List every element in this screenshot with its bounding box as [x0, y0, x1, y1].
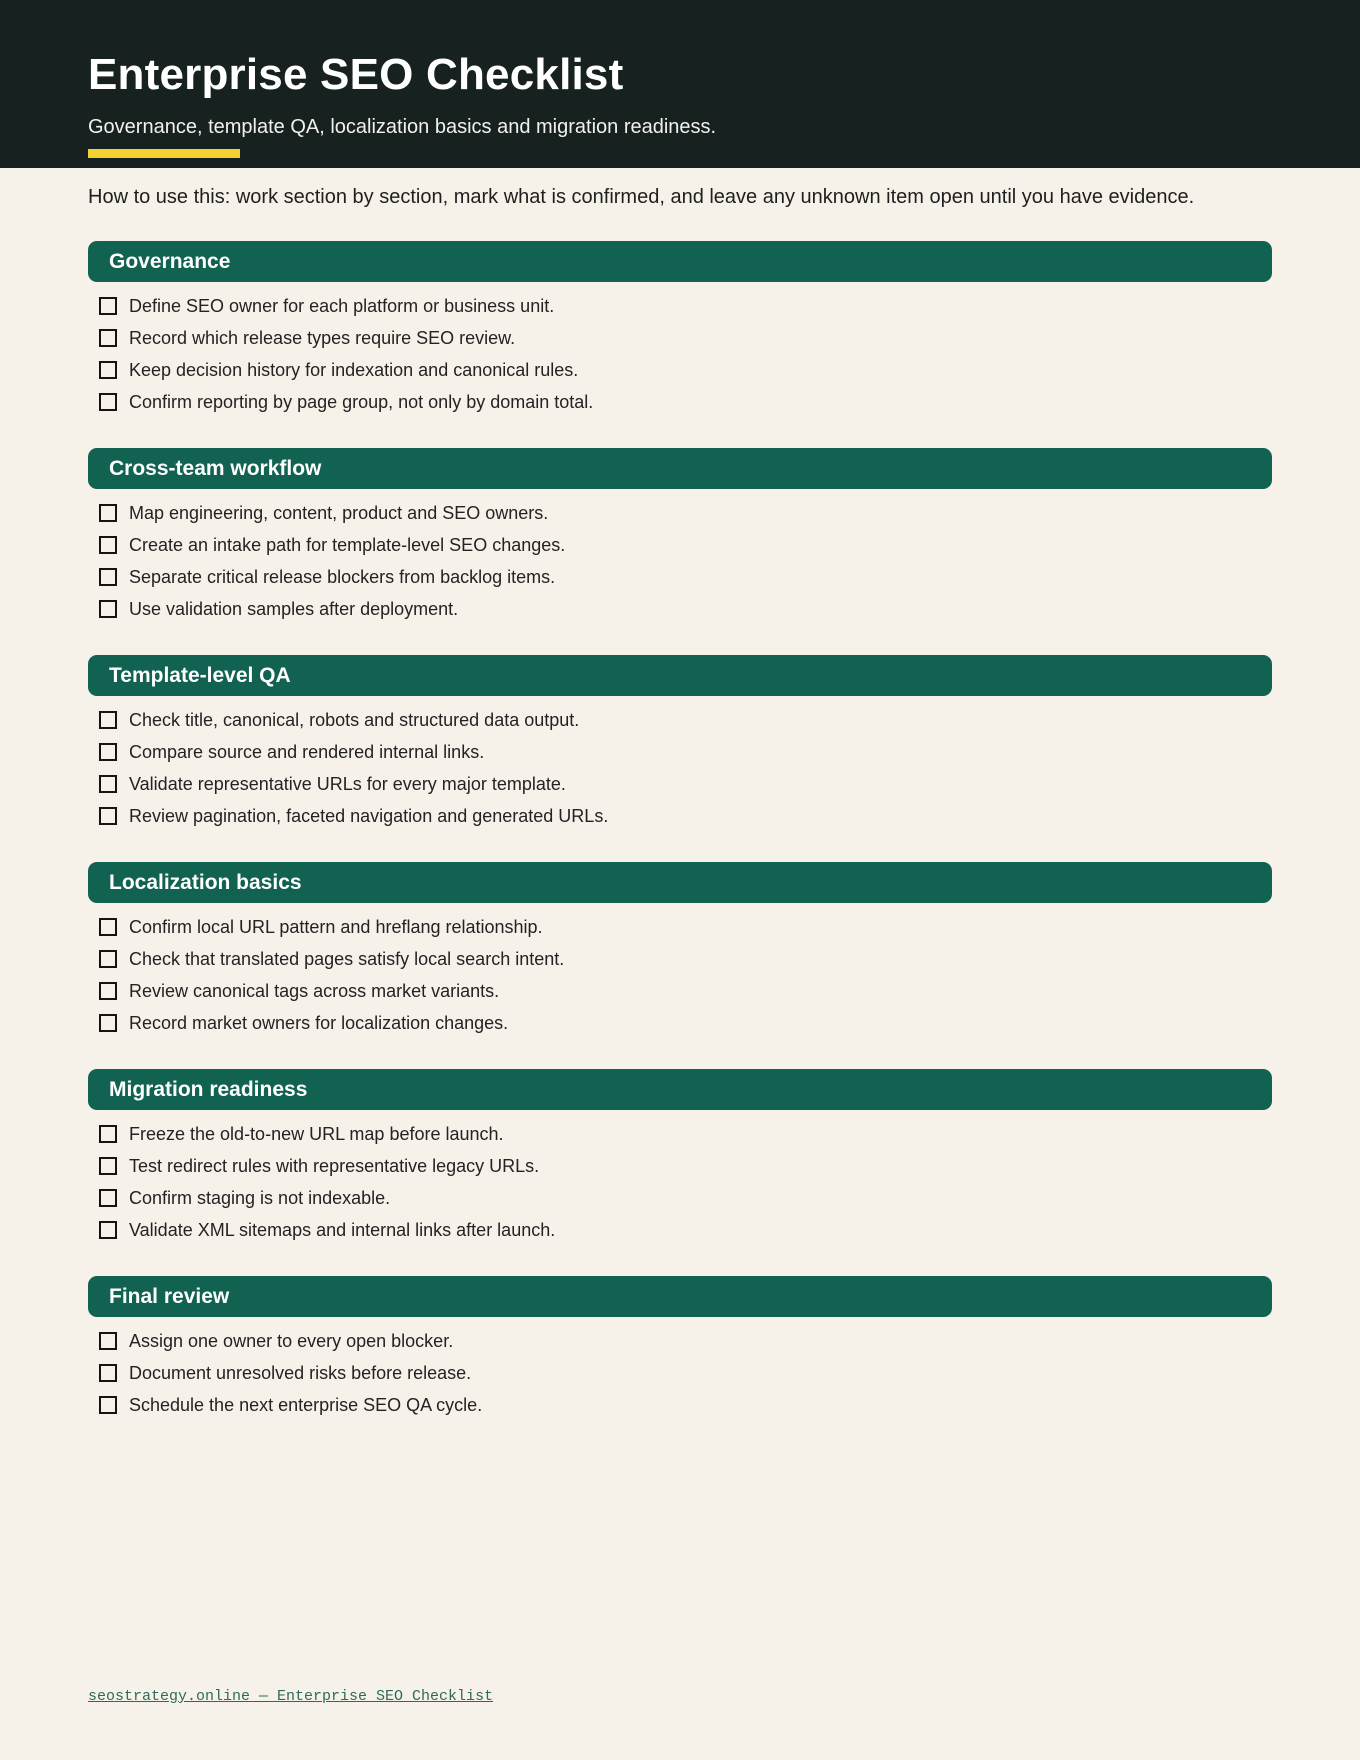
- checklist-item: [99, 290, 1272, 322]
- page-header: [0, 0, 1360, 168]
- checkbox-icon[interactable]: [99, 1396, 117, 1414]
- section-header: Localization basics: [88, 862, 1272, 903]
- checklist-item: [99, 736, 1272, 768]
- checklist-sections: [88, 241, 1272, 1451]
- accent-bar: [88, 149, 240, 158]
- checklist-item-label: Test redirect rules with representative legacy URLs.: [129, 1155, 540, 1176]
- checkbox-icon[interactable]: [99, 297, 117, 315]
- checklist-item-label: Confirm local URL pattern and hreflang relationship.: [129, 916, 543, 937]
- page-title: Enterprise SEO Checklist: [88, 50, 624, 99]
- checklist-item-label: Define SEO owner for each platform or business unit.: [129, 295, 555, 316]
- section-items: [88, 1118, 1272, 1246]
- section-header: Final review: [88, 1276, 1272, 1317]
- checklist-section-3: [88, 655, 1272, 832]
- checklist-item: [99, 1182, 1272, 1214]
- checkbox-icon[interactable]: [99, 1221, 117, 1239]
- checklist-item: [99, 1007, 1272, 1039]
- checklist-item-label: Compare source and rendered internal links.: [129, 741, 485, 762]
- checkbox-icon[interactable]: [99, 393, 117, 411]
- checkbox-icon[interactable]: [99, 918, 117, 936]
- checklist-item-label: Map engineering, content, product and SEO owners.: [129, 502, 549, 523]
- section-items: [88, 911, 1272, 1039]
- checklist-item: [99, 1214, 1272, 1246]
- checklist-item-label: Document unresolved risks before release.: [129, 1362, 472, 1383]
- checklist-item: [99, 911, 1272, 943]
- checklist-item: [99, 1357, 1272, 1389]
- checkbox-icon[interactable]: [99, 775, 117, 793]
- checklist-item: [99, 593, 1272, 625]
- checklist-item: [99, 497, 1272, 529]
- section-items: [88, 290, 1272, 418]
- checkbox-icon[interactable]: [99, 600, 117, 618]
- checkbox-icon[interactable]: [99, 1157, 117, 1175]
- checklist-item-label: Freeze the old-to-new URL map before launch.: [129, 1123, 504, 1144]
- checklist-item: [99, 322, 1272, 354]
- checklist-item-label: Keep decision history for indexation and canonical rules.: [129, 359, 579, 380]
- checklist-item-label: Check title, canonical, robots and structured data output.: [129, 709, 580, 730]
- checkbox-icon[interactable]: [99, 711, 117, 729]
- checkbox-icon[interactable]: [99, 361, 117, 379]
- checklist-item-label: Confirm staging is not indexable.: [129, 1187, 391, 1208]
- checkbox-icon[interactable]: [99, 950, 117, 968]
- checkbox-icon[interactable]: [99, 568, 117, 586]
- checkbox-icon[interactable]: [99, 1364, 117, 1382]
- checklist-item-label: Schedule the next enterprise SEO QA cycle.: [129, 1394, 483, 1415]
- checklist-item: [99, 1118, 1272, 1150]
- checklist-section-1: [88, 241, 1272, 418]
- checklist-section-2: [88, 448, 1272, 625]
- checkbox-icon[interactable]: [99, 982, 117, 1000]
- section-header: Migration readiness: [88, 1069, 1272, 1110]
- checkbox-icon[interactable]: [99, 1125, 117, 1143]
- checkbox-icon[interactable]: [99, 504, 117, 522]
- checklist-item: [99, 1150, 1272, 1182]
- section-header: Template-level QA: [88, 655, 1272, 696]
- page-subtitle: Governance, template QA, localization basics and migration readiness.: [88, 116, 717, 138]
- checklist-item: [99, 529, 1272, 561]
- checklist-item-label: Use validation samples after deployment.: [129, 598, 459, 619]
- section-items: [88, 704, 1272, 832]
- checklist-section-6: [88, 1276, 1272, 1421]
- checklist-item-label: Assign one owner to every open blocker.: [129, 1330, 454, 1351]
- checkbox-icon[interactable]: [99, 1332, 117, 1350]
- section-header: Cross-team workflow: [88, 448, 1272, 489]
- checklist-item: [99, 975, 1272, 1007]
- checkbox-icon[interactable]: [99, 1014, 117, 1032]
- checkbox-icon[interactable]: [99, 329, 117, 347]
- footer-link[interactable]: seostrategy.online — Enterprise SEO Checklist: [88, 1688, 494, 1705]
- checklist-item: [99, 561, 1272, 593]
- section-items: [88, 1325, 1272, 1421]
- checkbox-icon[interactable]: [99, 743, 117, 761]
- checklist-item-label: Validate representative URLs for every major template.: [129, 773, 566, 794]
- section-items: [88, 497, 1272, 625]
- checklist-item-label: Check that translated pages satisfy local search intent.: [129, 948, 565, 969]
- checklist-item-label: Separate critical release blockers from backlog items.: [129, 566, 556, 587]
- checklist-section-5: [88, 1069, 1272, 1246]
- checklist-item-label: Validate XML sitemaps and internal links after launch.: [129, 1219, 556, 1240]
- checklist-item-label: Record market owners for localization changes.: [129, 1012, 509, 1033]
- checklist-item: [99, 354, 1272, 386]
- checklist-item-label: Confirm reporting by page group, not only by domain total.: [129, 391, 594, 412]
- checklist-item: [99, 800, 1272, 832]
- checklist-item: [99, 1325, 1272, 1357]
- checklist-section-4: [88, 862, 1272, 1039]
- checklist-item: [99, 1389, 1272, 1421]
- checkbox-icon[interactable]: [99, 807, 117, 825]
- intro-text: How to use this: work section by section, mark what is confirmed, and leave any unknown item open until you have evidence.: [88, 186, 1195, 208]
- checklist-item-label: Create an intake path for template-level SEO changes.: [129, 534, 566, 555]
- checklist-item-label: Review canonical tags across market variants.: [129, 980, 500, 1001]
- checkbox-icon[interactable]: [99, 536, 117, 554]
- checklist-item: [99, 386, 1272, 418]
- section-header: Governance: [88, 241, 1272, 282]
- checklist-item: [99, 768, 1272, 800]
- checklist-item: [99, 704, 1272, 736]
- checkbox-icon[interactable]: [99, 1189, 117, 1207]
- checklist-item-label: Record which release types require SEO review.: [129, 327, 516, 348]
- checklist-item: [99, 943, 1272, 975]
- checklist-item-label: Review pagination, faceted navigation and generated URLs.: [129, 805, 609, 826]
